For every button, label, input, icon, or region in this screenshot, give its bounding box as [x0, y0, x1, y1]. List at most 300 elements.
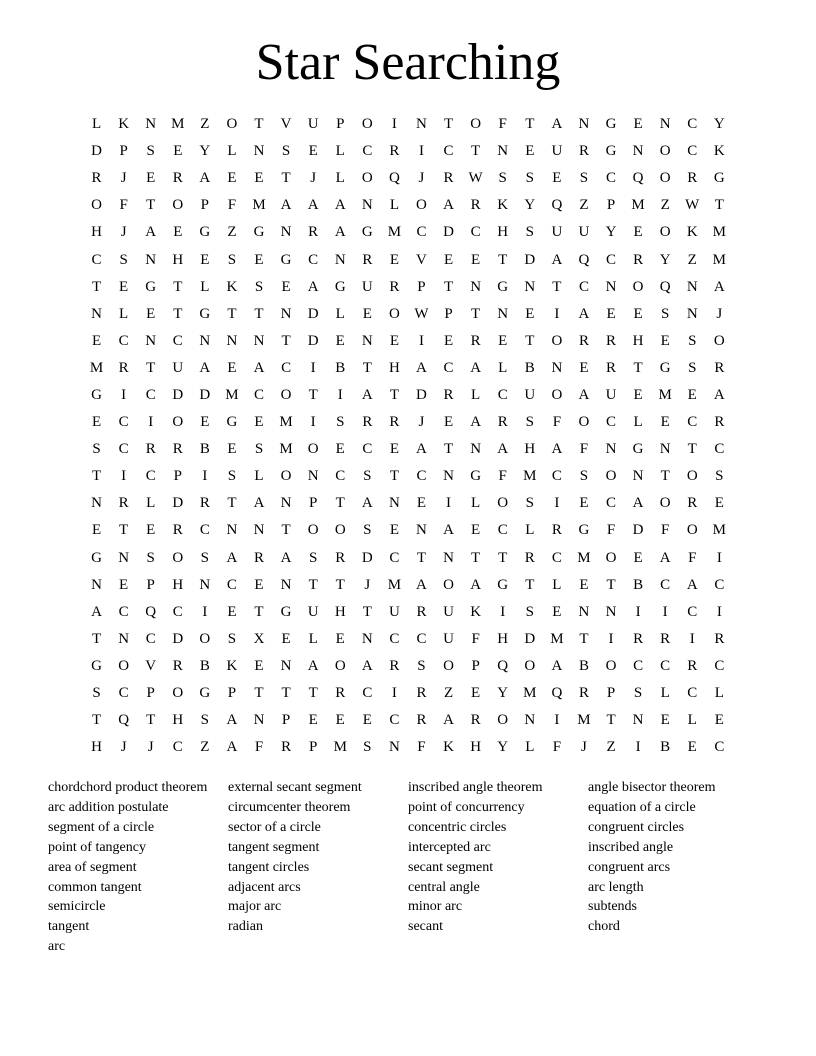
grid-letter: L [335, 305, 345, 322]
grid-letter: L [119, 305, 129, 322]
grid-letter: G [199, 224, 211, 241]
grid-letter: G [497, 278, 509, 295]
grid-letter: I [635, 603, 641, 620]
grid-letter: Y [659, 251, 671, 268]
grid-letter: A [497, 441, 509, 458]
grid-letter: U [578, 224, 590, 241]
grid-letter: T [335, 576, 345, 593]
grid-letter: T [633, 359, 643, 376]
grid-letter: O [307, 441, 319, 458]
grid-letter: N [524, 712, 536, 729]
grid-letter: E [91, 522, 102, 539]
grid-row [83, 382, 733, 409]
grid-letter: T [281, 685, 291, 702]
grid-letter: D [307, 305, 319, 322]
grid-letter: S [525, 414, 534, 431]
grid-letter: T [308, 576, 318, 593]
grid-letter: R [714, 359, 725, 376]
grid-letter: E [119, 576, 129, 593]
grid-letter: R [687, 170, 698, 187]
grid-letter: Y [497, 739, 509, 756]
grid-letter: R [687, 495, 698, 512]
grid-letter: E [606, 305, 616, 322]
grid-row [83, 328, 733, 355]
grid-letter: R [470, 197, 481, 214]
grid-letter: M [577, 712, 591, 729]
grid-letter: R [335, 549, 346, 566]
grid-letter: T [91, 630, 102, 647]
grid-letter: R [362, 251, 373, 268]
grid-letter: C [172, 603, 183, 620]
grid-letter: C [443, 143, 454, 160]
grid-letter: G [334, 278, 346, 295]
grid-letter: C [687, 414, 698, 431]
grid-letter: A [361, 495, 373, 512]
grid-letter: H [497, 224, 509, 241]
grid-letter: L [389, 197, 399, 214]
grid-letter: I [635, 739, 641, 756]
grid-letter: C [145, 386, 156, 403]
grid-letter: Q [145, 603, 157, 620]
grid-letter: A [361, 657, 373, 674]
grid-letter: R [281, 739, 292, 756]
grid-letter: J [364, 576, 371, 593]
grid-letter: S [525, 224, 534, 241]
grid-letter: O [361, 170, 373, 187]
grid-letter: C [118, 414, 129, 431]
grid-row [83, 111, 733, 138]
grid-letter: R [660, 630, 671, 647]
grid-row [83, 517, 733, 544]
grid-letter: R [578, 685, 589, 702]
grid-letter: S [146, 549, 155, 566]
word-list-item: concentric circles [408, 819, 507, 835]
grid-letter: E [227, 359, 237, 376]
grid-letter: L [633, 414, 643, 431]
grid-letter: O [551, 386, 563, 403]
grid-letter: R [308, 224, 319, 241]
grid-letter: O [686, 522, 698, 539]
grid-letter: G [605, 143, 617, 160]
grid-letter: G [226, 414, 238, 431]
grid-letter: E [660, 712, 670, 729]
grid-letter: N [578, 116, 590, 133]
grid-letter: T [254, 603, 264, 620]
word-list-item: semicircle [48, 899, 106, 915]
grid-letter: O [632, 278, 644, 295]
grid-letter: N [388, 739, 400, 756]
grid-letter: H [388, 359, 400, 376]
grid-letter: E [416, 495, 427, 512]
grid-letter: D [361, 549, 373, 566]
grid-letter: P [173, 468, 182, 485]
grid-letter: I [716, 549, 722, 566]
grid-row [83, 436, 733, 463]
grid-letter: Z [200, 739, 210, 756]
grid-letter: U [551, 143, 563, 160]
grid-letter: V [145, 657, 157, 674]
grid-letter: C [687, 603, 698, 620]
grid-letter: C [416, 630, 427, 647]
grid-letter: N [632, 143, 644, 160]
grid-letter: O [659, 143, 671, 160]
word-list-item: arc length [588, 879, 644, 895]
word-list-item: intercepted arc [408, 839, 491, 855]
word-list-item: tangent circles [228, 859, 310, 875]
grid-letter: R [633, 630, 644, 647]
grid-row [83, 626, 733, 653]
grid-letter: T [579, 630, 589, 647]
grid-letter: E [200, 414, 210, 431]
grid-letter: E [389, 522, 399, 539]
grid-letter: C [172, 739, 183, 756]
grid-letter: Y [497, 685, 509, 702]
grid-letter: P [471, 657, 480, 674]
grid-letter: C [118, 441, 129, 458]
grid-letter: G [470, 468, 482, 485]
grid-letter: O [578, 414, 590, 431]
grid-letter: D [172, 630, 184, 647]
grid-letter: D [632, 522, 644, 539]
grid-letter: E [633, 386, 643, 403]
word-list-item: arc addition postulate [48, 799, 169, 815]
grid-letter: S [498, 170, 507, 187]
grid-letter: E [335, 712, 345, 729]
grid-letter: I [337, 386, 343, 403]
grid-letter: O [361, 116, 373, 133]
grid-letter: I [391, 685, 397, 702]
grid-letter: C [551, 468, 562, 485]
grid-letter: E [633, 549, 643, 566]
grid-letter: T [471, 143, 481, 160]
grid-letter: L [660, 685, 670, 702]
grid-letter: M [333, 739, 347, 756]
grid-letter: C [606, 251, 617, 268]
word-list-item: subtends [588, 899, 637, 915]
grid-letter: C [497, 522, 508, 539]
grid-row [83, 192, 733, 219]
grid-letter: K [226, 657, 238, 674]
grid-letter: F [688, 549, 697, 566]
grid-letter: P [200, 197, 210, 214]
grid-letter: S [200, 549, 210, 566]
grid-letter: A [551, 251, 563, 268]
grid-letter: A [280, 197, 292, 214]
grid-letter: E [335, 630, 345, 647]
word-list-item: tangent [48, 919, 90, 935]
grid-letter: G [280, 603, 292, 620]
grid-letter: O [659, 495, 671, 512]
grid-letter: Y [199, 143, 211, 160]
grid-letter: E [714, 712, 724, 729]
grid-letter: F [579, 441, 589, 458]
grid-letter: F [552, 414, 562, 431]
grid-letter: T [498, 549, 508, 566]
grid-letter: G [199, 685, 211, 702]
word-list-item: chordchord product theorem [48, 780, 208, 795]
grid-letter: N [578, 603, 590, 620]
grid-letter: S [417, 657, 426, 674]
grid-letter: S [661, 305, 670, 322]
grid-letter: M [712, 224, 726, 241]
grid-letter: J [147, 739, 154, 756]
grid-letter: N [361, 630, 373, 647]
grid-letter: N [253, 143, 265, 160]
grid-letter: L [687, 712, 697, 729]
grid-letter: N [659, 116, 671, 133]
word-list-item: secant [408, 919, 443, 935]
grid-letter: C [145, 468, 156, 485]
grid-letter: I [446, 495, 452, 512]
grid-letter: E [471, 685, 481, 702]
grid-letter: T [308, 685, 318, 702]
grid-letter: E [552, 170, 562, 187]
grid-letter: C [118, 603, 129, 620]
grid-letter: E [308, 143, 318, 160]
grid-letter: E [660, 414, 670, 431]
grid-letter: E [443, 251, 454, 268]
grid-letter: T [335, 495, 345, 512]
grid-letter: P [308, 739, 318, 756]
grid-letter: H [172, 251, 184, 268]
word-list-item: congruent arcs [588, 859, 671, 875]
grid-letter: M [89, 359, 104, 376]
grid-letter: E [146, 522, 156, 539]
grid-letter: I [121, 386, 127, 403]
grid-letter: M [712, 251, 726, 268]
grid-letter: T [173, 305, 183, 322]
grid-letter: A [443, 522, 454, 539]
grid-letter: C [416, 224, 427, 241]
grid-letter: O [443, 576, 454, 593]
grid-letter: N [199, 576, 211, 593]
grid-letter: N [524, 278, 536, 295]
grid-letter: M [225, 386, 239, 403]
grid-letter: T [173, 278, 183, 295]
grid-letter: O [334, 657, 346, 674]
grid-letter: T [416, 549, 427, 566]
grid-letter: E [714, 495, 724, 512]
grid-letter: O [659, 170, 671, 187]
grid-letter: E [91, 414, 102, 431]
grid-letter: J [120, 224, 127, 241]
word-list-item: point of tangency [48, 839, 146, 855]
grid-letter: A [253, 359, 265, 376]
grid-letter: L [227, 143, 237, 160]
grid-letter: O [713, 332, 725, 349]
grid-letter: U [388, 603, 400, 620]
grid-letter: Q [388, 170, 400, 187]
grid-letter: U [361, 278, 373, 295]
grid-letter: I [716, 603, 722, 620]
grid-letter: P [308, 495, 318, 512]
grid-letter: R [172, 522, 183, 539]
grid-letter: O [172, 685, 184, 702]
grid-letter: R [497, 414, 508, 431]
grid-letter: Y [524, 197, 536, 214]
grid-letter: A [632, 495, 644, 512]
grid-letter: N [388, 495, 400, 512]
grid-letter: D [524, 251, 536, 268]
grid-letter: Z [687, 251, 697, 268]
grid-row [83, 572, 733, 599]
grid-letter: E [525, 143, 535, 160]
grid-letter: F [661, 522, 670, 539]
grid-letter: E [687, 739, 697, 756]
grid-row [83, 599, 733, 626]
grid-letter: A [280, 549, 292, 566]
grid-letter: N [253, 712, 265, 729]
grid-row [83, 653, 733, 680]
grid-letter: H [91, 224, 102, 241]
grid-letter: N [199, 332, 211, 349]
grid-letter: R [416, 712, 427, 729]
word-list-item: circumcenter theorem [228, 799, 351, 815]
grid-letter: T [227, 305, 237, 322]
grid-letter: L [91, 116, 102, 133]
grid-letter: A [145, 224, 157, 241]
grid-letter: R [443, 170, 454, 187]
grid-letter: S [363, 468, 372, 485]
grid-letter: N [280, 495, 292, 512]
grid-letter: N [307, 468, 319, 485]
grid-letter: C [335, 468, 346, 485]
grid-letter: Q [497, 657, 509, 674]
grid-letter: G [145, 278, 157, 295]
grid-letter: B [633, 576, 644, 593]
grid-letter: T [362, 603, 372, 620]
grid-letter: N [443, 468, 454, 485]
grid-letter: L [146, 495, 156, 512]
grid-row [83, 355, 733, 382]
grid-letter: E [254, 576, 264, 593]
grid-letter: E [335, 441, 345, 458]
grid-letter: E [254, 657, 264, 674]
grid-letter: H [470, 739, 482, 756]
grid-letter: H [632, 332, 644, 349]
word-list-column [588, 778, 768, 957]
grid-letter: R [199, 495, 210, 512]
grid-letter: F [254, 739, 264, 756]
grid-letter: S [525, 603, 534, 620]
grid-letter: O [172, 197, 184, 214]
grid-letter: C [714, 441, 725, 458]
grid-letter: N [497, 305, 509, 322]
grid-letter: C [362, 143, 373, 160]
grid-letter: A [713, 278, 725, 295]
grid-letter: C [254, 386, 265, 403]
grid-letter: D [443, 224, 454, 241]
grid-letter: C [606, 495, 617, 512]
grid-row [83, 734, 733, 761]
grid-letter: N [361, 197, 373, 214]
grid-letter: I [608, 630, 614, 647]
grid-letter: I [689, 630, 695, 647]
grid-letter: S [688, 359, 697, 376]
word-list-column [228, 778, 408, 957]
grid-letter: J [310, 170, 317, 187]
grid-letter: G [280, 251, 292, 268]
grid-letter: R [91, 170, 102, 187]
grid-letter: T [606, 712, 616, 729]
grid-letter: N [470, 278, 482, 295]
grid-letter: E [579, 576, 589, 593]
grid-letter: O [497, 712, 509, 729]
grid-letter: N [91, 305, 102, 322]
grid-letter: A [91, 603, 102, 620]
grid-letter: J [716, 305, 723, 322]
grid-letter: E [389, 332, 399, 349]
grid-letter: C [687, 685, 698, 702]
grid-letter: S [579, 468, 589, 485]
grid-letter: N [145, 251, 157, 268]
grid-letter: B [199, 657, 210, 674]
grid-letter: U [172, 359, 184, 376]
grid-letter: D [91, 143, 102, 160]
grid-letter: L [525, 739, 535, 756]
grid-letter: A [307, 197, 319, 214]
grid-letter: J [418, 170, 425, 187]
grid-letter: T [308, 386, 318, 403]
grid-letter: E [91, 332, 102, 349]
grid-letter: O [497, 495, 509, 512]
grid-letter: S [688, 332, 697, 349]
grid-letter: C [470, 224, 481, 241]
grid-letter: O [605, 657, 617, 674]
grid-letter: A [334, 197, 346, 214]
grid-letter: Z [443, 685, 454, 702]
grid-letter: O [551, 332, 563, 349]
grid-letter: C [389, 549, 400, 566]
grid-letter: H [172, 576, 184, 593]
grid-letter: H [91, 739, 102, 756]
grid-letter: T [552, 278, 562, 295]
grid-letter: Y [713, 116, 725, 133]
grid-letter: R [714, 414, 725, 431]
grid-letter: I [121, 468, 127, 485]
grid-letter: R [389, 278, 400, 295]
grid-letter: R [172, 441, 183, 458]
grid-letter: I [391, 116, 397, 133]
grid-row [83, 301, 733, 328]
grid-letter: C [714, 739, 725, 756]
grid-letter: R [172, 170, 183, 187]
grid-letter: D [416, 386, 427, 403]
grid-letter: C [362, 685, 373, 702]
grid-letter: M [550, 630, 564, 647]
grid-letter: A [443, 712, 454, 729]
grid-letter: T [254, 685, 264, 702]
grid-letter: O [605, 468, 617, 485]
word-list-item: inscribed angle [588, 839, 674, 855]
grid-letter: G [91, 657, 102, 674]
grid-letter: T [687, 441, 697, 458]
grid-letter: N [605, 278, 617, 295]
grid-letter: C [226, 576, 237, 593]
grid-letter: P [281, 712, 291, 729]
grid-letter: G [605, 116, 617, 133]
grid-letter: M [387, 576, 402, 593]
grid-letter: A [551, 657, 563, 674]
grid-letter: Q [578, 251, 590, 268]
grid-letter: E [471, 522, 481, 539]
grid-letter: B [335, 359, 346, 376]
grid-letter: E [335, 332, 345, 349]
grid-letter: N [416, 116, 427, 133]
grid-letter: F [471, 630, 480, 647]
grid-letter: F [606, 522, 616, 539]
grid-letter: G [713, 170, 725, 187]
